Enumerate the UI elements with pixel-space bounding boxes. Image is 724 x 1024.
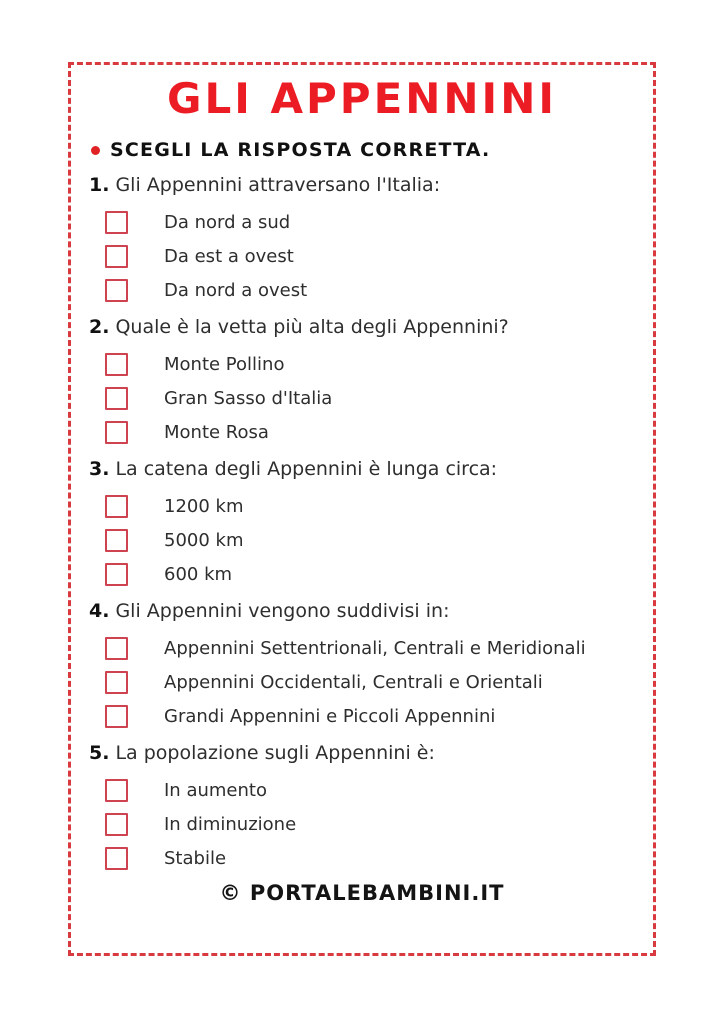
worksheet-page [68, 62, 656, 956]
question-number: 3. [89, 458, 110, 481]
question-number: 2. [89, 316, 110, 339]
option-label: Stabile [164, 847, 227, 869]
answer-checkbox[interactable] [105, 495, 128, 518]
option-row [105, 419, 635, 445]
answer-checkbox[interactable] [105, 813, 128, 836]
question-number: 5. [89, 742, 110, 765]
option-row [105, 209, 635, 235]
option-label: Da nord a sud [164, 211, 291, 233]
answer-checkbox[interactable] [105, 705, 128, 728]
option-row [105, 703, 635, 729]
option-row [105, 635, 635, 661]
option-label: 1200 km [164, 495, 244, 517]
option-label: Da nord a ovest [164, 279, 308, 301]
question-block [89, 741, 635, 871]
option-row [105, 243, 635, 269]
answer-checkbox[interactable] [105, 779, 128, 802]
question-text: 1. Gli Appennini attraversano l'Italia: [89, 174, 441, 197]
option-row [105, 277, 635, 303]
answer-checkbox[interactable] [105, 245, 128, 268]
option-label: 600 km [164, 563, 233, 585]
question-text: 3. La catena degli Appennini è lunga circa: [89, 458, 498, 481]
option-row [105, 527, 635, 553]
bullet-icon [91, 146, 100, 155]
answer-checkbox[interactable] [105, 387, 128, 410]
option-row [105, 811, 635, 837]
option-label: Appennini Occidentali, Centrali e Orientali [164, 671, 543, 693]
answer-checkbox[interactable] [105, 563, 128, 586]
question-block [89, 173, 635, 303]
answer-checkbox[interactable] [105, 211, 128, 234]
question-text: 5. La popolazione sugli Appennini è: [89, 742, 435, 765]
option-label: 5000 km [164, 529, 244, 551]
answer-checkbox[interactable] [105, 421, 128, 444]
answer-checkbox[interactable] [105, 637, 128, 660]
question-text: 2. Quale è la vetta più alta degli Appennini? [89, 316, 509, 339]
question-number: 1. [89, 174, 110, 197]
answer-checkbox[interactable] [105, 529, 128, 552]
instruction-row [91, 139, 635, 161]
question-text: 4. Gli Appennini vengono suddivisi in: [89, 600, 450, 623]
option-row [105, 561, 635, 587]
answer-checkbox[interactable] [105, 847, 128, 870]
answer-checkbox[interactable] [105, 671, 128, 694]
option-label: Monte Rosa [164, 421, 269, 443]
answer-checkbox[interactable] [105, 279, 128, 302]
question-block [89, 315, 635, 445]
option-label: In diminuzione [164, 813, 297, 835]
page-title: GLI APPENNINI [167, 74, 557, 123]
option-label: Appennini Settentrionali, Centrali e Meridionali [164, 637, 586, 659]
instruction-text: SCEGLI LA RISPOSTA CORRETTA. [110, 139, 491, 162]
option-row [105, 351, 635, 377]
copyright-footer: © PORTALEBAMBINI.IT [219, 881, 505, 906]
option-row [105, 845, 635, 871]
option-label: In aumento [164, 779, 267, 801]
option-row [105, 669, 635, 695]
option-label: Monte Pollino [164, 353, 285, 375]
question-number: 4. [89, 600, 110, 623]
question-block [89, 457, 635, 587]
question-block [89, 599, 635, 729]
option-label: Da est a ovest [164, 245, 294, 267]
option-row [105, 493, 635, 519]
option-label: Gran Sasso d'Italia [164, 387, 333, 409]
answer-checkbox[interactable] [105, 353, 128, 376]
option-row [105, 777, 635, 803]
option-row [105, 385, 635, 411]
option-label: Grandi Appennini e Piccoli Appennini [164, 705, 496, 727]
